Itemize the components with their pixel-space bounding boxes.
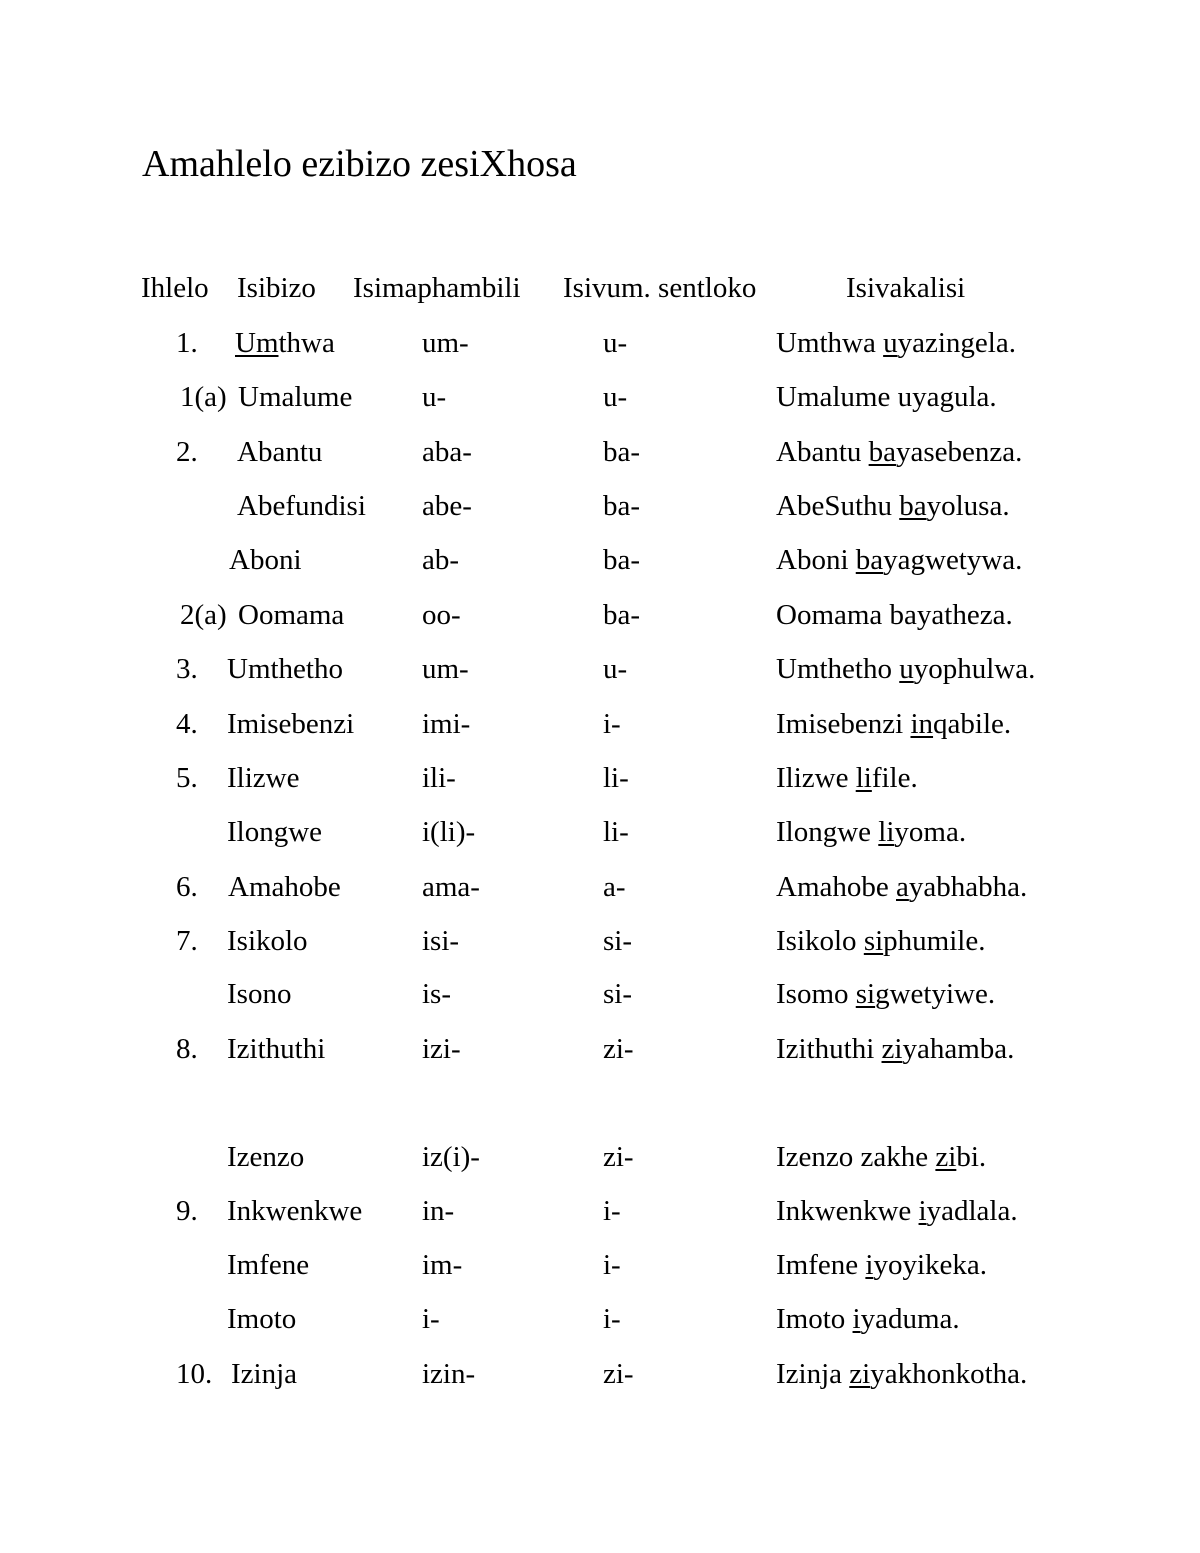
- noun: [227, 1245, 309, 1285]
- example-sentence: [776, 704, 1011, 744]
- example-sentence: [776, 595, 1013, 635]
- sentence-underlined-concord: ba: [899, 490, 927, 522]
- subject-concord: u-: [603, 653, 628, 685]
- noun-text: Imfene: [227, 1249, 310, 1281]
- noun-text: Aboni: [229, 544, 302, 576]
- noun: [235, 323, 335, 363]
- noun: [237, 432, 322, 472]
- noun-text: Izinja: [231, 1358, 298, 1390]
- sentence-start: Umalume uyagula.: [776, 381, 997, 413]
- subject-concord: si-: [603, 925, 632, 957]
- subject-concord: u-: [603, 381, 628, 413]
- sentence-start: Isikolo: [776, 925, 864, 957]
- sentence-underlined-concord: u: [899, 653, 914, 685]
- noun: [227, 1137, 304, 1177]
- sentence-end: yadlala.: [926, 1195, 1018, 1227]
- sentence-underlined-concord: i: [865, 1249, 874, 1281]
- noun: [227, 758, 299, 798]
- noun: [228, 867, 341, 907]
- sentence-underlined-concord: si: [855, 978, 876, 1010]
- sentence-underlined-concord: i: [852, 1303, 861, 1335]
- class-number: 1(a): [180, 381, 227, 413]
- class-number: 8.: [176, 1033, 198, 1065]
- noun-text: Isikolo: [227, 925, 308, 957]
- sentence-start: Imisebenzi: [776, 708, 911, 740]
- sentence-start: Abantu: [776, 436, 869, 468]
- sentence-end: yabhabha.: [908, 871, 1028, 903]
- example-sentence: [776, 921, 985, 961]
- subject-concord: li-: [603, 816, 629, 848]
- example-sentence: [776, 1354, 1027, 1394]
- subject-concord: ba-: [603, 490, 641, 522]
- noun: [237, 486, 366, 526]
- noun-prefix: um-: [422, 327, 469, 359]
- sentence-underlined-concord: zi: [935, 1141, 957, 1173]
- sentence-underlined-concord: i: [918, 1195, 927, 1227]
- example-sentence: [776, 1191, 1018, 1231]
- class-number: 5.: [176, 762, 198, 794]
- sentence-end: yagwetywa.: [883, 544, 1023, 576]
- sentence-end: phumile.: [883, 925, 986, 957]
- page-title: Amahlelo ezibizo zesiXhosa: [142, 143, 577, 185]
- sentence-underlined-concord: in: [910, 708, 934, 740]
- subject-concord: zi-: [603, 1141, 634, 1173]
- noun-prefix: i-: [422, 1303, 440, 1335]
- noun: [227, 812, 322, 852]
- sentence-underlined-concord: li: [855, 762, 872, 794]
- sentence-underlined-concord: zi: [849, 1358, 871, 1390]
- noun-prefix: u-: [422, 381, 447, 413]
- example-sentence: [776, 867, 1027, 907]
- sentence-underlined-concord: li: [878, 816, 895, 848]
- noun-text: Umalume: [238, 381, 353, 413]
- example-sentence: [776, 649, 1035, 689]
- noun-prefix: isi-: [422, 925, 460, 957]
- noun-underlined-prefix: Um: [235, 327, 279, 359]
- class-number: 2(a): [180, 599, 227, 631]
- noun-prefix: ama-: [422, 871, 480, 903]
- noun-prefix: is-: [422, 978, 451, 1010]
- class-number: 7.: [176, 925, 198, 957]
- noun-text: Abefundisi: [237, 490, 366, 522]
- sentence-underlined-concord: si: [863, 925, 884, 957]
- noun-prefix: ab-: [422, 544, 460, 576]
- subject-concord: si-: [603, 978, 632, 1010]
- noun-prefix: imi-: [422, 708, 471, 740]
- sentence-start: Izinja: [776, 1358, 850, 1390]
- noun-prefix: oo-: [422, 599, 461, 631]
- sentence-underlined-concord: zi: [881, 1033, 903, 1065]
- sentence-underlined-concord: a: [896, 871, 909, 903]
- sentence-end: file.: [871, 762, 918, 794]
- noun-text: Imisebenzi: [227, 708, 355, 740]
- sentence-end: yoma.: [894, 816, 967, 848]
- noun-prefix: in-: [422, 1195, 455, 1227]
- sentence-underlined-concord: u: [883, 327, 898, 359]
- noun-text: Izenzo: [227, 1141, 305, 1173]
- header-isimaphambili: Isimaphambili: [353, 272, 521, 304]
- sentence-start: Isomo: [776, 978, 856, 1010]
- sentence-end: yasebenza.: [896, 436, 1023, 468]
- noun-text: Oomama: [238, 599, 345, 631]
- noun: [238, 377, 352, 417]
- header-isibizo: Isibizo: [237, 272, 316, 304]
- noun-prefix: aba-: [422, 436, 472, 468]
- sentence-start: Imoto: [776, 1303, 853, 1335]
- noun-text: Abantu: [237, 436, 323, 468]
- noun-text: Amahobe: [228, 871, 341, 903]
- class-number: 10.: [176, 1358, 213, 1390]
- noun-text: Ilongwe: [227, 816, 323, 848]
- sentence-underlined-concord: ba: [868, 436, 896, 468]
- sentence-start: Oomama bayatheza.: [776, 599, 1013, 631]
- header-isivumelanisi: Isivum. sentloko: [563, 272, 757, 304]
- noun-text: Izithuthi: [227, 1033, 326, 1065]
- noun-text: Imoto: [227, 1303, 297, 1335]
- sentence-start: Inkwenkwe: [776, 1195, 919, 1227]
- noun-prefix: im-: [422, 1249, 463, 1281]
- subject-concord: i-: [603, 708, 621, 740]
- class-number: 2.: [176, 436, 198, 468]
- example-sentence: [776, 758, 918, 798]
- noun-text: Umthetho: [227, 653, 343, 685]
- noun: [227, 974, 291, 1014]
- example-sentence: [776, 432, 1022, 472]
- noun-prefix: um-: [422, 653, 469, 685]
- sentence-end: yoyikeka.: [873, 1249, 987, 1281]
- noun: [227, 1029, 325, 1069]
- subject-concord: i-: [603, 1303, 621, 1335]
- class-number: 1.: [176, 327, 198, 359]
- noun-prefix: i(li)-: [422, 816, 476, 848]
- noun: [227, 1299, 296, 1339]
- sentence-start: Izithuthi: [776, 1033, 882, 1065]
- noun: [229, 540, 302, 580]
- sentence-start: Ilongwe: [776, 816, 879, 848]
- example-sentence: [776, 486, 1010, 526]
- example-sentence: [776, 1245, 987, 1285]
- header-ihlelo: Ihlelo: [141, 272, 209, 304]
- noun-prefix: abe-: [422, 490, 472, 522]
- sentence-end: yahamba.: [902, 1033, 1015, 1065]
- noun-prefix: ili-: [422, 762, 456, 794]
- example-sentence: [776, 323, 1016, 363]
- noun: [238, 595, 344, 635]
- header-isivakalisi: Isivakalisi: [846, 272, 966, 304]
- sentence-start: Imfene: [776, 1249, 866, 1281]
- sentence-start: Izenzo zakhe: [776, 1141, 936, 1173]
- sentence-start: Amahobe: [776, 871, 896, 903]
- noun: [227, 921, 308, 961]
- subject-concord: i-: [603, 1195, 621, 1227]
- sentence-end: gwetyiwe.: [875, 978, 996, 1010]
- example-sentence: [776, 812, 966, 852]
- noun-prefix: izi-: [422, 1033, 461, 1065]
- subject-concord: a-: [603, 871, 626, 903]
- example-sentence: [776, 540, 1022, 580]
- noun-prefix: izin-: [422, 1358, 476, 1390]
- sentence-start: Ilizwe: [776, 762, 856, 794]
- subject-concord: zi-: [603, 1033, 634, 1065]
- class-number: 6.: [176, 871, 198, 903]
- noun-text: Ilizwe: [227, 762, 300, 794]
- subject-concord: zi-: [603, 1358, 634, 1390]
- noun-text: Inkwenkwe: [227, 1195, 363, 1227]
- sentence-end: bi.: [956, 1141, 987, 1173]
- sentence-start: AbeSuthu: [776, 490, 900, 522]
- subject-concord: ba-: [603, 599, 641, 631]
- sentence-start: Umthwa: [776, 327, 884, 359]
- example-sentence: [776, 1137, 986, 1177]
- example-sentence: [776, 1299, 960, 1339]
- noun: [227, 649, 343, 689]
- sentence-start: Aboni: [776, 544, 856, 576]
- noun-stem: thwa: [278, 327, 335, 359]
- subject-concord: li-: [603, 762, 629, 794]
- noun: [231, 1354, 297, 1394]
- subject-concord: i-: [603, 1249, 621, 1281]
- subject-concord: ba-: [603, 544, 641, 576]
- subject-concord: u-: [603, 327, 628, 359]
- sentence-end: yakhonkotha.: [870, 1358, 1028, 1390]
- noun: [227, 704, 354, 744]
- subject-concord: ba-: [603, 436, 641, 468]
- class-number: 9.: [176, 1195, 198, 1227]
- sentence-underlined-concord: ba: [855, 544, 884, 576]
- sentence-end: yaduma.: [860, 1303, 960, 1335]
- sentence-start: Umthetho: [776, 653, 900, 685]
- class-number: 3.: [176, 653, 198, 685]
- example-sentence: [776, 974, 995, 1014]
- example-sentence: [776, 1029, 1014, 1069]
- noun: [227, 1191, 362, 1231]
- example-sentence: [776, 377, 997, 417]
- sentence-end: qabile.: [933, 708, 1012, 740]
- sentence-end: yazingela.: [897, 327, 1016, 359]
- noun-text: Isono: [227, 978, 292, 1010]
- sentence-end: yophulwa.: [913, 653, 1036, 685]
- noun-prefix: iz(i)-: [422, 1141, 480, 1173]
- sentence-end: yolusa.: [926, 490, 1010, 522]
- class-number: 4.: [176, 708, 198, 740]
